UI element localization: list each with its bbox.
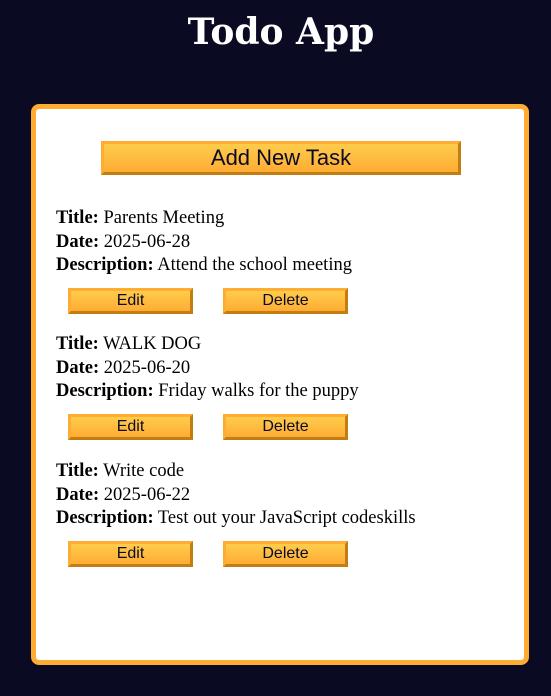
description-label: Description:: [56, 508, 154, 528]
task-description: Attend the school meeting: [157, 255, 352, 275]
task-date: 2025-06-20: [103, 357, 191, 378]
page-title: Todo App: [187, 11, 375, 53]
task-item: [56, 333, 516, 440]
task-title: Parents Meeting: [103, 208, 225, 228]
task-actions: [56, 288, 516, 314]
task-actions: [56, 541, 516, 567]
task-item: [56, 460, 516, 567]
delete-button[interactable]: Delete: [223, 288, 348, 314]
todo-container: [31, 104, 529, 665]
task-title-row: [56, 460, 516, 484]
date-label: Date:: [56, 357, 100, 378]
task-date-row: [56, 357, 516, 381]
task-title-row: [56, 207, 516, 231]
task-description-row: [56, 380, 516, 404]
task-title-row: [56, 333, 516, 357]
description-label: Description:: [56, 255, 154, 275]
add-new-task-button[interactable]: Add New Task: [101, 141, 461, 175]
delete-button[interactable]: Delete: [223, 414, 348, 440]
task-description-row: [56, 507, 516, 531]
task-date-row: [56, 484, 516, 508]
edit-button[interactable]: Edit: [68, 288, 193, 314]
task-description: Friday walks for the puppy: [158, 381, 359, 401]
title-label: Title:: [56, 461, 99, 481]
title-label: Title:: [56, 334, 99, 354]
task-title: Write code: [103, 461, 185, 481]
date-label: Date:: [56, 484, 100, 505]
description-label: Description:: [56, 381, 154, 401]
date-label: Date:: [56, 231, 100, 252]
task-description-row: [56, 254, 516, 278]
task-actions: [56, 414, 516, 440]
task-date-row: [56, 231, 516, 255]
task-title: WALK DOG: [103, 334, 202, 354]
edit-button[interactable]: Edit: [68, 414, 193, 440]
task-item: [56, 207, 516, 314]
task-date: 2025-06-28: [103, 231, 191, 252]
title-label: Title:: [56, 208, 99, 228]
task-description: Test out your JavaScript codeskills: [157, 508, 416, 528]
task-date: 2025-06-22: [103, 484, 191, 505]
edit-button[interactable]: Edit: [68, 541, 193, 567]
delete-button[interactable]: Delete: [223, 541, 348, 567]
